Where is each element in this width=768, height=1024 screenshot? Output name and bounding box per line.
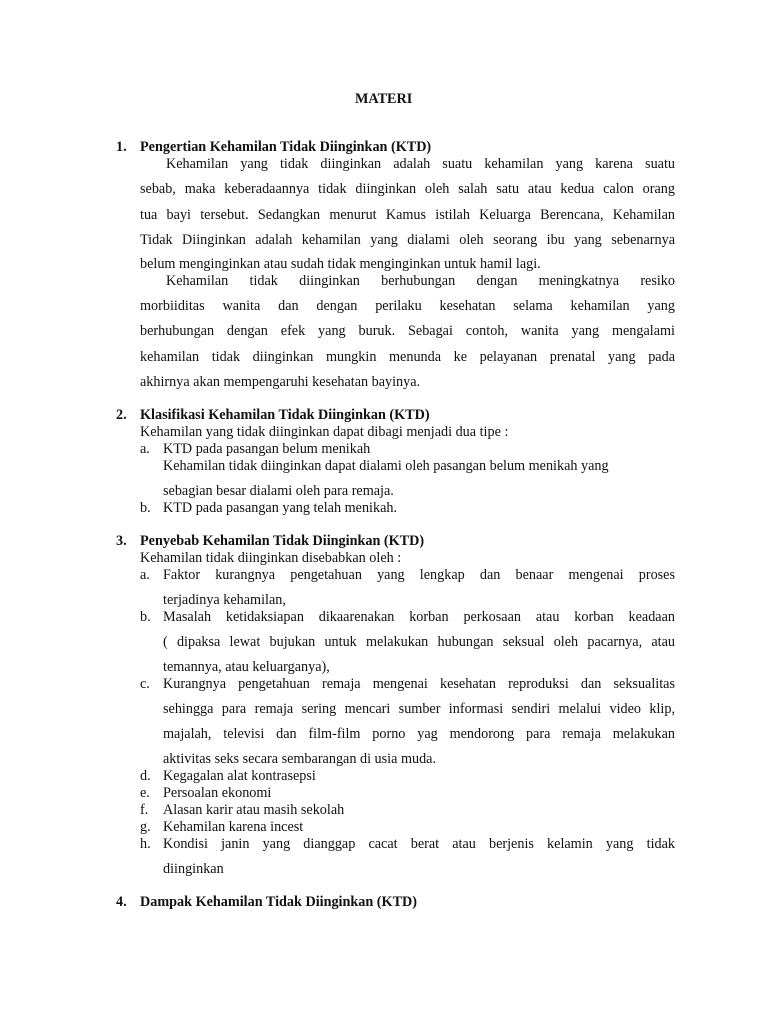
- list-item-text: Kehamilan karena incest: [163, 819, 304, 835]
- list-item-letter: b.: [140, 500, 151, 516]
- list-item-text: Masalah ketidaksiapan dikaarenakan korban perkosaan atau korban keadaan: [163, 609, 675, 625]
- list-item-text: Persoalan ekonomi: [163, 785, 272, 801]
- list-item-text: terjadinya kehamilan,: [163, 592, 286, 608]
- section-3-heading: Penyebab Kehamilan Tidak Diinginkan (KTD): [140, 533, 425, 549]
- list-item-letter: g.: [140, 819, 151, 835]
- page-title: MATERI: [355, 91, 413, 107]
- section-3-number: 3.: [116, 533, 127, 549]
- section-1-paragraph-2-line: Kehamilan tidak diinginkan berhubungan dengan meningkatnya resiko: [166, 273, 675, 289]
- list-item-text: diinginkan: [163, 861, 224, 877]
- section-1-paragraph-1-line: sebab, maka keberadaannya tidak diinginkan oleh salah satu atau kedua calon orang: [140, 181, 675, 197]
- list-item-text: temannya, atau keluarganya),: [163, 659, 330, 675]
- list-item-text: Kegagalan alat kontrasepsi: [163, 768, 316, 784]
- list-item-text: Faktor kurangnya pengetahuan yang lengkap dan benaar mengenai proses: [163, 567, 675, 583]
- section-2-number: 2.: [116, 407, 127, 423]
- list-item-text: majalah, televisi dan film-film porno yag mendorong para remaja melakukan: [163, 726, 675, 742]
- list-item-text: sebagian besar dialami oleh para remaja.: [163, 483, 394, 499]
- section-4-heading: Dampak Kehamilan Tidak Diinginkan (KTD): [140, 894, 418, 910]
- section-1-paragraph-2-line: berhubungan dengan efek yang buruk. Sebagai contoh, wanita yang mengalami: [140, 323, 675, 339]
- list-item-text: Kurangnya pengetahuan remaja mengenai kesehatan reproduksi dan seksualitas: [163, 676, 675, 692]
- section-1-heading: Pengertian Kehamilan Tidak Diinginkan (KTD): [140, 139, 432, 155]
- list-item-letter: h.: [140, 836, 151, 852]
- section-4-number: 4.: [116, 894, 127, 910]
- list-item-letter: f.: [140, 802, 149, 818]
- list-item-letter: b.: [140, 609, 151, 625]
- list-item-letter: c.: [140, 676, 150, 692]
- list-item-letter: a.: [140, 441, 150, 457]
- list-item-text: Alasan karir atau masih sekolah: [163, 802, 345, 818]
- section-1-paragraph-2-line: akhirnya akan mempengaruhi kesehatan bayinya.: [140, 374, 421, 390]
- list-item-letter: d.: [140, 768, 151, 784]
- list-item-text: Kehamilan tidak diinginkan dapat dialami oleh pasangan belum menikah yang: [163, 458, 609, 474]
- list-item-text: ( dipaksa lewat bujukan untuk melakukan hubungan seksual oleh pacarnya, atau: [163, 634, 675, 650]
- section-2-heading: Klasifikasi Kehamilan Tidak Diinginkan (KTD): [140, 407, 430, 423]
- section-1-paragraph-1-line: Kehamilan yang tidak diinginkan adalah suatu kehamilan yang karena suatu: [166, 156, 675, 172]
- section-1-paragraph-2-line: morbiiditas wanita dan dengan perilaku kesehatan selama kehamilan yang: [140, 298, 675, 314]
- list-item-text: aktivitas seks secara sembarangan di usia muda.: [163, 751, 437, 767]
- list-item-text: KTD pada pasangan belum menikah: [163, 441, 371, 457]
- section-1-paragraph-2-line: kehamilan tidak diinginkan mungkin menunda ke pelayanan prenatal yang pada: [140, 349, 675, 365]
- list-item-text: Kondisi janin yang dianggap cacat berat atau berjenis kelamin yang tidak: [163, 836, 675, 852]
- list-item-text: sehingga para remaja sering mencari sumber informasi sendiri melalui video klip,: [163, 701, 675, 717]
- section-1-paragraph-1-line: tua bayi tersebut. Sedangkan menurut Kamus istilah Keluarga Berencana, Kehamilan: [140, 207, 675, 223]
- list-item-letter: e.: [140, 785, 150, 801]
- list-item-text: KTD pada pasangan yang telah menikah.: [163, 500, 398, 516]
- list-item-letter: a.: [140, 567, 150, 583]
- section-1-number: 1.: [116, 139, 127, 155]
- section-1-paragraph-1-line: Tidak Diinginkan adalah kehamilan yang dialami oleh seorang ibu yang sebenarnya: [140, 232, 675, 248]
- section-2-intro: Kehamilan yang tidak diinginkan dapat dibagi menjadi dua tipe :: [140, 424, 509, 440]
- section-3-intro: Kehamilan tidak diinginkan disebabkan oleh :: [140, 550, 402, 566]
- section-1-paragraph-1-line: belum menginginkan atau sudah tidak menginginkan untuk hamil lagi.: [140, 256, 541, 272]
